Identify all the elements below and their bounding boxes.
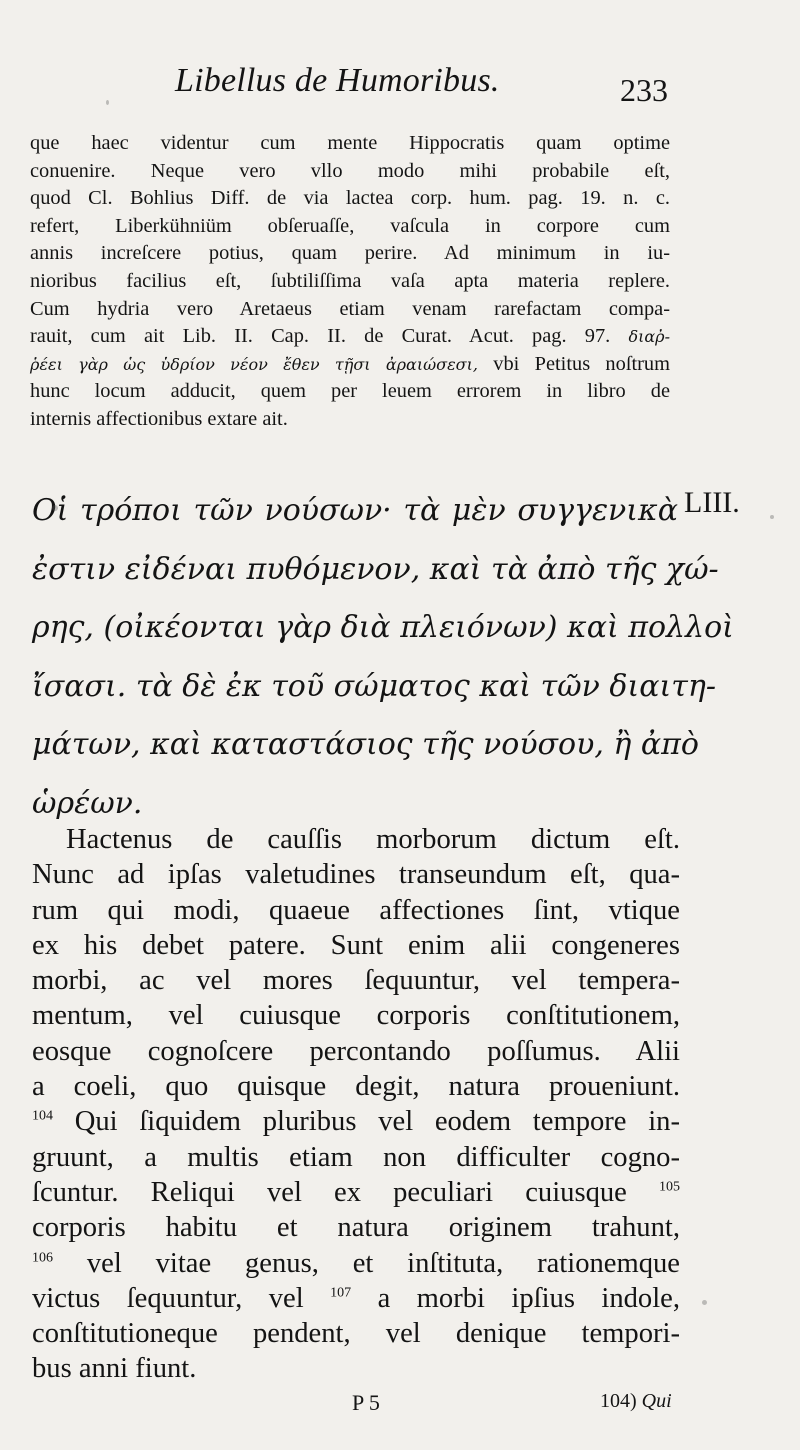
greek-line: ἐστιν εἰδέναι πυθόμενον, καὶ τὰ ἀπὸ τῆς χώ-: [32, 551, 719, 587]
latin-line-text: a morbi ipſius indole,: [377, 1282, 681, 1314]
greek-line: Οἱ τρόποι τῶν νούσων· τὰ μὲν συγγενικὰ: [32, 493, 678, 528]
note-line: quod Cl. Bohlius Diff. de via lactea corp. hum. pag. 19. n. c.: [30, 187, 670, 210]
latin-line-text: victus ſequuntur, vel: [32, 1282, 304, 1314]
latin-line: corporis habitu et natura originem trahunt,: [32, 1212, 680, 1244]
catchword-word: Qui: [641, 1390, 672, 1412]
section-number: LIII.: [684, 486, 740, 519]
page-footer: [0, 1390, 800, 1420]
paper-speck: [106, 100, 109, 105]
note-line: internis affectionibus extare ait.: [30, 407, 288, 430]
note-line: [30, 323, 670, 351]
latin-line: morbi, ac vel mores ſequuntur, vel tempera-: [32, 965, 680, 997]
footnote-marker: 106: [32, 1250, 53, 1266]
note-line: Cum hydria vero Aretaeus etiam venam rarefactam compa-: [30, 297, 670, 320]
latin-line: a coeli, quo quisque degit, natura proueniunt.: [32, 1071, 680, 1103]
greek-quote-start: διαῤ-: [628, 327, 670, 347]
latin-line: mentum, vel cuiusque corporis conſtitutionem,: [32, 1000, 680, 1032]
latin-line-text: ſcuntur. Reliqui vel ex peculiari cuiusque: [32, 1176, 627, 1208]
paper-speck: [770, 515, 774, 519]
latin-line-text: Qui ſiquidem pluribus vel eodem tempore in-: [74, 1106, 680, 1138]
latin-line: Hactenus de cauſſis morborum dictum eſt.: [66, 824, 680, 855]
greek-line: ρης, (οἰκέονται γὰρ διὰ πλειόνων) καὶ πολλοὶ: [32, 610, 734, 645]
latin-line: [32, 1175, 680, 1210]
footnote-marker: 105: [658, 1179, 680, 1195]
latin-line: [32, 1281, 680, 1316]
footnote-marker: 107: [330, 1285, 352, 1301]
page-number: 233: [620, 72, 668, 108]
latin-line: [32, 1104, 680, 1139]
latin-line: bus anni fiunt.: [32, 1353, 197, 1385]
latin-line: ex his debet patere. Sunt enim alii congeneres: [32, 929, 680, 961]
latin-line: rum qui modi, quaeue affectiones ſint, vtique: [32, 894, 680, 926]
note-line: nioribus facilius eſt, ſubtiliſſima vaſa apta materia replere.: [30, 269, 670, 292]
note-line: hunc locum adducit, quem per leuem errorem in libro de: [30, 380, 670, 403]
note-line: conuenire. Neque vero vllo modo mihi probabile eſt,: [30, 159, 670, 182]
latin-line: [32, 1246, 680, 1281]
greek-quote: ῥέει γὰρ ὡς ὑδρίον νέον ἔθεν τῇσι ἀραιώσεσι,: [30, 354, 478, 374]
footnote-marker: 104: [32, 1108, 53, 1124]
running-title: Libellus de Humoribus.: [175, 62, 500, 99]
paper-speck: [52, 505, 58, 511]
note-line: que haec videntur cum mente Hippocratis quam optime: [30, 132, 670, 154]
latin-line-text: vel vitae genus, et inſtituta, rationemque: [86, 1247, 681, 1279]
latin-line: gruunt, a multis etiam non difficulter cogno-: [32, 1141, 680, 1173]
catchword-number: 104): [600, 1390, 637, 1412]
note-line-text: vbi Petitus noſtrum: [493, 352, 670, 375]
footnote-continuation: [30, 130, 670, 434]
paper-speck: [702, 1300, 707, 1305]
latin-line: eosque cognoſcere percontando poſſumus. Alii: [32, 1035, 680, 1067]
note-line-text: rauit, cum ait Lib. II. Cap. II. de Curat. Acut. pag. 97.: [30, 325, 611, 348]
greek-line: ἴσασι. τὰ δὲ ἐκ τοῦ σώματος καὶ τῶν διαιτη-: [32, 668, 716, 704]
latin-line: conſtitutioneque pendent, vel denique tempori-: [32, 1318, 680, 1350]
note-line: refert, Liberkühniüm obſeruaſſe, vaſcula in corpore cum: [30, 214, 670, 237]
page-header: [0, 62, 800, 112]
note-line: annis increſcere potius, quam perire. Ad minimum in iu-: [30, 242, 670, 265]
latin-line: Nunc ad ipſas valetudines transeundum eſt, qua-: [32, 859, 680, 891]
catchword: [600, 1390, 672, 1413]
greek-line: μάτων, καὶ καταστάσιος τῆς νούσου, ἢ ἀπὸ: [32, 727, 699, 762]
signature-mark: P 5: [352, 1390, 380, 1415]
note-line: [30, 351, 670, 379]
latin-translation: [32, 822, 680, 1387]
greek-line: ὡρέων.: [32, 785, 143, 821]
